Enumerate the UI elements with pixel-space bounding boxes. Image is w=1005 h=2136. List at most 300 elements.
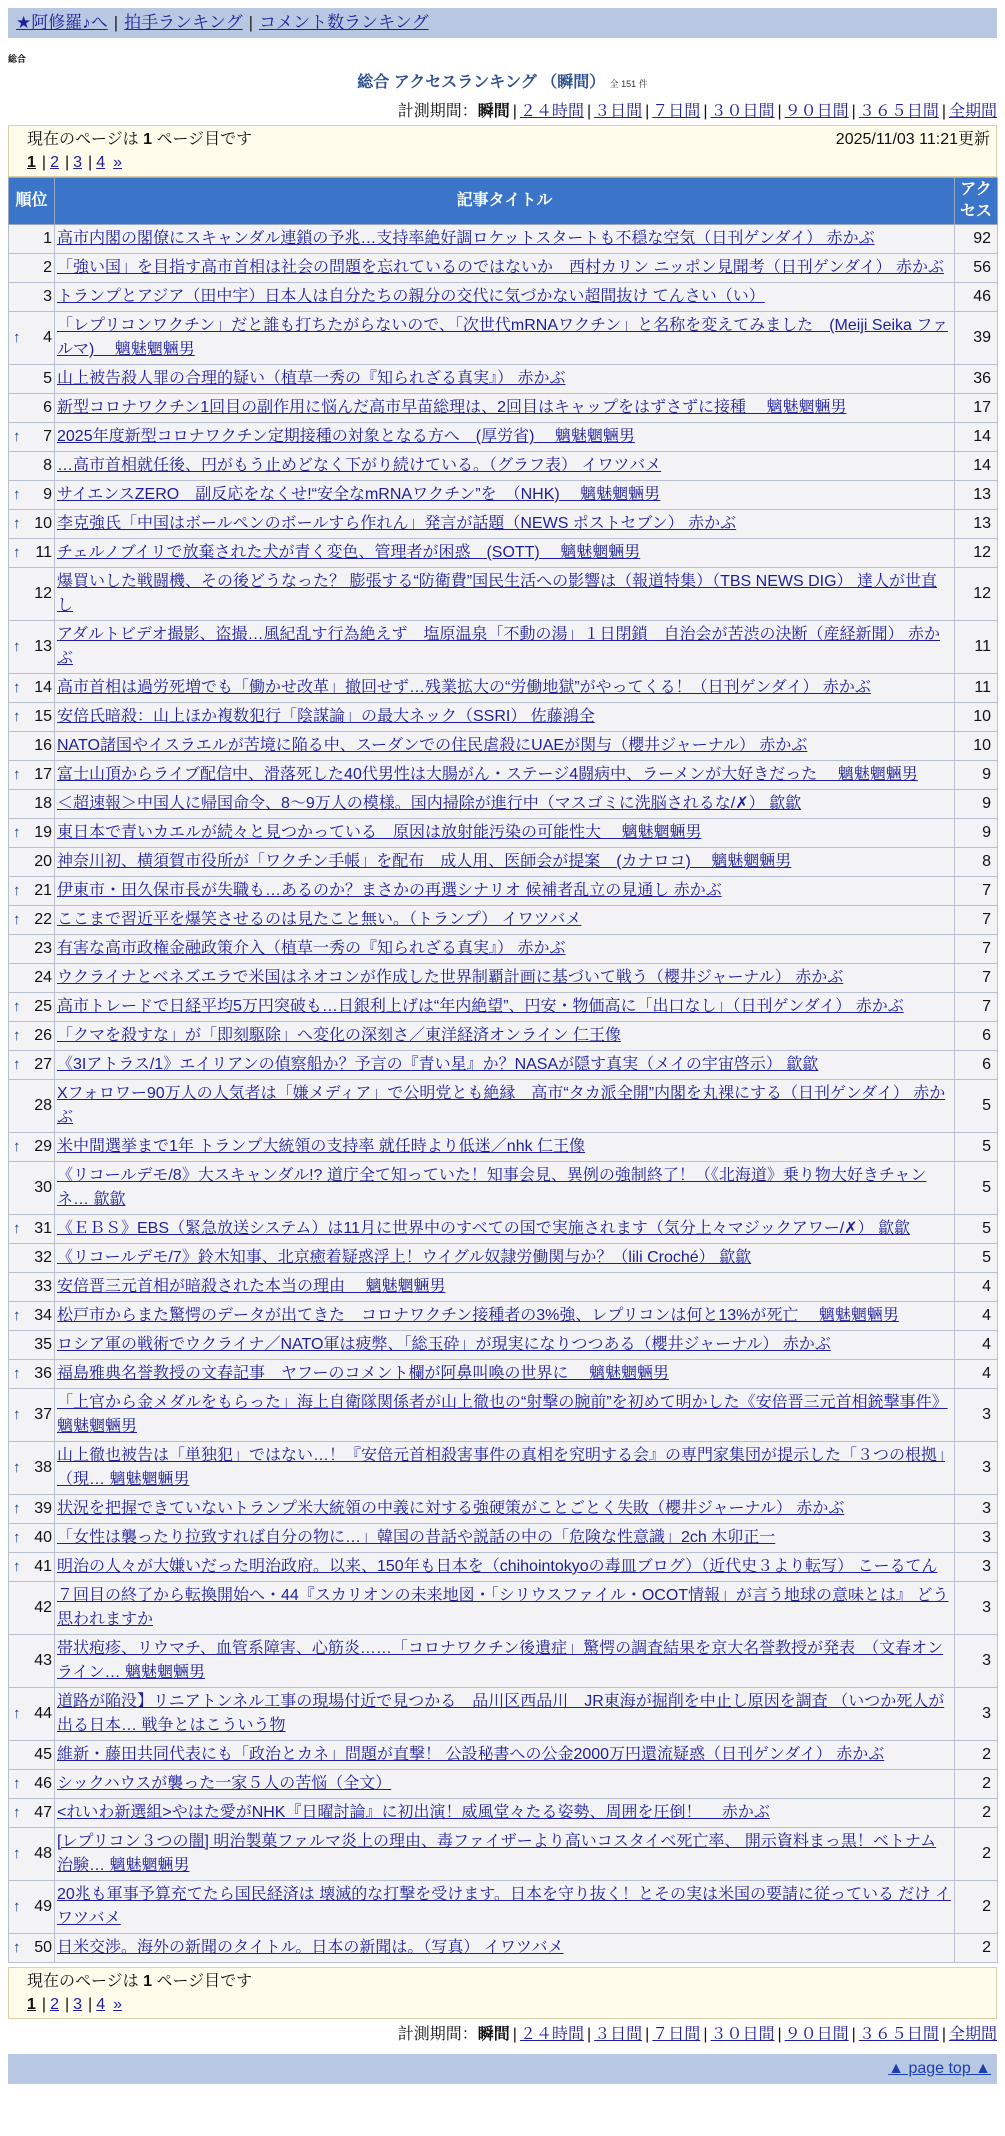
period-link[interactable]: ９０日間 bbox=[784, 2026, 849, 2043]
article-link[interactable]: ＜超速報＞中国人に帰国命令、8〜9万人の模様。国内掃除が進行中（マスゴミに洗脳されるな/✗） 歙歙 bbox=[57, 795, 802, 812]
rank-cell bbox=[9, 365, 55, 394]
article-link[interactable]: 《リコールデモ/8》大スキャンダル!? 道庁全て知っていた！知事会見、異例の強制終了！（《北海道》乗り物大好きチャンネ… 歙歙 bbox=[57, 1167, 927, 1208]
rank-cell bbox=[9, 1051, 55, 1080]
article-link[interactable]: [レプリコン３つの闇] 明治製菓ファルマ炎上の理由、毒ファイザーより高いコスタイベ死亡率、 開示資料まっ黒！ベトナム治験… 魑魅魍魎男 bbox=[57, 1833, 937, 1874]
access-count: 8 bbox=[955, 848, 998, 877]
period-link[interactable]: ９０日間 bbox=[784, 103, 849, 120]
current-page-number: 1 bbox=[143, 131, 153, 148]
rank-number: 46 bbox=[34, 1775, 52, 1792]
page-links bbox=[27, 1993, 996, 2016]
rank-cell bbox=[9, 1553, 55, 1582]
article-link[interactable]: 「強い国」を目指す高市首相は社会の問題を忘れているのではないか 西村カリン ニッポン見聞考（日刊ゲンダイ） 赤かぶ bbox=[57, 259, 944, 276]
next-page-link[interactable]: » bbox=[113, 154, 122, 171]
title-cell bbox=[55, 1881, 955, 1934]
rank-cell bbox=[9, 452, 55, 481]
up-arrow-icon: ↑ bbox=[13, 1845, 21, 1862]
rank-cell bbox=[9, 1799, 55, 1828]
period-link[interactable]: ７日間 bbox=[652, 2026, 701, 2043]
table-row bbox=[9, 1215, 998, 1244]
up-arrow-icon: ↑ bbox=[13, 708, 21, 725]
table-row bbox=[9, 819, 998, 848]
period-label: 計測期間： bbox=[397, 103, 478, 120]
period-link[interactable]: ３日間 bbox=[594, 103, 643, 120]
rank-cell bbox=[9, 1582, 55, 1635]
article-link[interactable]: 「クマを殺すな」が「即刻駆除」へ変化の深刻さ／東洋経済オンライン 仁王像 bbox=[57, 1027, 621, 1044]
page-link[interactable]: 4 bbox=[96, 154, 106, 171]
rank-number: 12 bbox=[34, 585, 52, 602]
article-link[interactable]: 山上徹也被告は「単独犯」ではない…！『安倍元首相殺害事件の真相を究明する会』の専門家集団が提示した「３つの根拠」（現… 魑魅魍魎男 bbox=[57, 1447, 946, 1488]
clap-ranking-link[interactable]: 拍手ランキング bbox=[124, 13, 243, 32]
article-link[interactable]: 安倍晋三元首相が暗殺された本当の理由 魑魅魍魎男 bbox=[57, 1278, 446, 1295]
title-cell bbox=[55, 1582, 955, 1635]
access-count: 11 bbox=[955, 674, 998, 703]
table-row bbox=[9, 394, 998, 423]
rank-number: 9 bbox=[43, 486, 52, 503]
title-cell bbox=[55, 312, 955, 365]
page-title bbox=[0, 69, 1005, 92]
period-separator: | bbox=[586, 103, 592, 120]
pager-bottom bbox=[8, 1967, 997, 2019]
period-separator: | bbox=[777, 103, 782, 120]
period-link[interactable]: ３０日間 bbox=[710, 103, 775, 120]
access-count: 36 bbox=[955, 365, 998, 394]
access-count: 5 bbox=[955, 1162, 998, 1215]
period-separator: | bbox=[645, 2026, 650, 2043]
article-link[interactable]: 20兆も軍事予算充てたら国民経済は 壊滅的な打撃を受けます。日本を守り抜く！とその実は米国の要請に従っている だけ イワツバメ bbox=[57, 1886, 951, 1927]
up-arrow-icon: ↑ bbox=[13, 486, 21, 503]
rank-cell bbox=[9, 254, 55, 283]
table-row bbox=[9, 510, 998, 539]
article-link[interactable]: 状況を把握できていないトランプ米大統領の中義に対する強硬策がことごとく失敗（櫻井ジャーナル） 赤かぶ bbox=[57, 1500, 845, 1517]
rank-cell bbox=[9, 1162, 55, 1215]
home-link[interactable]: ★阿修羅♪へ bbox=[16, 13, 108, 32]
access-count: 2 bbox=[955, 1881, 998, 1934]
current-page-post: ページ目です bbox=[152, 1973, 253, 1990]
access-count: 5 bbox=[955, 1133, 998, 1162]
title-header: 記事タイトル bbox=[55, 178, 955, 225]
table-row bbox=[9, 1524, 998, 1553]
article-link[interactable]: 山上被告殺人罪の合理的疑い（植草一秀の『知られざる真実』） 赤かぶ bbox=[57, 370, 566, 387]
rank-cell bbox=[9, 1495, 55, 1524]
rank-cell bbox=[9, 1273, 55, 1302]
period-current: 瞬間 bbox=[477, 103, 510, 120]
article-link[interactable]: ロシア軍の戦術でウクライナ／NATO軍は疲弊、「総玉砕」が現実になりつつある（櫻井ジャーナル） 赤かぶ bbox=[57, 1336, 831, 1353]
article-link[interactable]: 「女性は襲ったり拉致すれば自分の物に…」韓国の昔話や説話の中の「危険な性意識」2ch 木卯正一 bbox=[57, 1529, 776, 1546]
article-link[interactable]: 富士山頂からライブ配信中、滑落死した40代男性は大腸がん・ステージ4闘病中、ラーメンが大好きだった 魑魅魍魎男 bbox=[57, 766, 918, 783]
period-link[interactable]: ３６５日間 bbox=[858, 2026, 939, 2043]
access-count: 7 bbox=[955, 964, 998, 993]
article-link[interactable]: チェルノブイリで放棄された犬が青く変色、管理者が困惑 (SOTT) 魑魅魍魎男 bbox=[57, 544, 641, 561]
article-link[interactable]: Xフォロワー90万人の人気者は「嫌メディア」で公明党とも絶縁 高市“タカ派全開”内閣を丸裸にする（日刊ゲンダイ） 赤かぶ bbox=[57, 1085, 946, 1126]
access-count: 7 bbox=[955, 906, 998, 935]
page-separator: | bbox=[64, 154, 70, 171]
rank-cell bbox=[9, 283, 55, 312]
nav-separator: | bbox=[113, 13, 119, 32]
table-row bbox=[9, 732, 998, 761]
article-link[interactable]: …高市首相就任後、円がもう止めどなく下がり続けている。（グラフ表） イワツバメ bbox=[57, 457, 662, 474]
title-cell bbox=[55, 1331, 955, 1360]
article-link[interactable]: 伊東市・田久保市長が失職も…あるのか？まさかの再選シナリオ 候補者乱立の見通し 赤かぶ bbox=[57, 882, 722, 899]
table-row bbox=[9, 1133, 998, 1162]
rank-number: 23 bbox=[34, 940, 52, 957]
period-separator: | bbox=[586, 2026, 592, 2043]
article-link[interactable]: シックハウスが襲った一家５人の苦悩（全文） bbox=[57, 1775, 392, 1792]
table-row bbox=[9, 848, 998, 877]
rank-number: 4 bbox=[43, 329, 52, 346]
access-count: 7 bbox=[955, 935, 998, 964]
period-current: 瞬間 bbox=[477, 2026, 510, 2043]
article-link[interactable]: 松戸市からまた驚愕のデータが出てきた コロナワクチン接種者の3%強、レプリコンは何と13%が死亡 魑魅魍魎男 bbox=[57, 1307, 899, 1324]
title-cell bbox=[55, 848, 955, 877]
rank-number: 18 bbox=[34, 795, 52, 812]
table-row bbox=[9, 1331, 998, 1360]
rank-number: 14 bbox=[34, 679, 52, 696]
period-link[interactable]: ２４時間 bbox=[519, 2026, 584, 2043]
rank-cell bbox=[9, 1244, 55, 1273]
article-link[interactable]: 高市内閣の閣僚にスキャンダル連鎖の予兆…支持率絶好調ロケットスタートも不穏な空気（日刊ゲンダイ） 赤かぶ bbox=[57, 230, 875, 247]
rank-number: 13 bbox=[34, 638, 52, 655]
table-row bbox=[9, 1051, 998, 1080]
access-count: 2 bbox=[955, 1799, 998, 1828]
article-link[interactable]: 「上官から金メダルをもらった」海上自衛隊関係者が山上徹也の“射撃の腕前”を初めて明かした《安倍晋三元首相銃撃事件》 魑魅魍魎男 bbox=[57, 1394, 948, 1435]
rank-number: 48 bbox=[34, 1845, 52, 1862]
up-arrow-icon: ↑ bbox=[13, 1459, 21, 1476]
access-count: 3 bbox=[955, 1495, 998, 1524]
rank-number: 40 bbox=[34, 1529, 52, 1546]
article-link[interactable]: NATO諸国やイスラエルが苦境に陥る中、スーダンでの住民虐殺にUAEが関与（櫻井ジャーナル） 赤かぶ bbox=[57, 737, 808, 754]
title-cell bbox=[55, 1828, 955, 1881]
up-arrow-icon: ↑ bbox=[13, 638, 21, 655]
table-row bbox=[9, 790, 998, 819]
up-arrow-icon: ↑ bbox=[13, 1027, 21, 1044]
rank-cell bbox=[9, 481, 55, 510]
current-page-text bbox=[27, 1970, 996, 1993]
article-link[interactable]: ここまで習近平を爆笑させるのは見たこと無い。（トランプ） イワツバメ bbox=[57, 911, 582, 928]
up-arrow-icon: ↑ bbox=[13, 544, 21, 561]
title-cell bbox=[55, 1495, 955, 1524]
title-cell bbox=[55, 423, 955, 452]
period-separator: | bbox=[941, 103, 946, 120]
updated-time: 2025/11/03 11:21更新 bbox=[835, 131, 990, 148]
article-link[interactable]: トランプとアジア（田中宇）日本人は自分たちの親分の交代に気づかない超間抜け てんさい（い） bbox=[57, 288, 765, 305]
article-link[interactable]: <れいわ新選組>やはた愛がNHK『日曜討論』に初出演！威風堂々たる姿勢、周囲を圧倒！ 赤かぶ bbox=[57, 1804, 770, 1821]
title-cell bbox=[55, 510, 955, 539]
rank-number: 43 bbox=[34, 1652, 52, 1669]
rank-number: 35 bbox=[34, 1336, 52, 1353]
article-link[interactable]: 李克強氏「中国はボールペンのボールすら作れん」発言が話題（NEWS ポストセブン） 赤かぶ bbox=[57, 515, 737, 532]
title-cell bbox=[55, 254, 955, 283]
rank-cell bbox=[9, 935, 55, 964]
rank-cell bbox=[9, 312, 55, 365]
page-top-link[interactable]: ▲ page top ▲ bbox=[888, 2060, 991, 2077]
rank-number: 36 bbox=[34, 1365, 52, 1382]
title-cell bbox=[55, 935, 955, 964]
period-link[interactable]: 全期間 bbox=[948, 2026, 997, 2043]
rank-cell bbox=[9, 906, 55, 935]
article-link[interactable]: 新型コロナワクチン1回目の副作用に悩んだ高市早苗総理は、2回目はキャップをはずさずに接種 魑魅魍魎男 bbox=[57, 399, 847, 416]
rank-cell bbox=[9, 225, 55, 254]
rank-number: 16 bbox=[34, 737, 52, 754]
access-count: 4 bbox=[955, 1302, 998, 1331]
title-cell bbox=[55, 703, 955, 732]
article-link[interactable]: 有害な高市政権金融政策介入（植草一秀の『知られざる真実』） 赤かぶ bbox=[57, 940, 566, 957]
page-link[interactable]: 3 bbox=[73, 1996, 83, 2013]
table-header-row bbox=[9, 178, 998, 225]
article-link[interactable]: 「レプリコンワクチン」だと誰も打ちたがらないので、「次世代mRNAワクチン」と名称を変えてみました (Meiji Seika ファルマ) 魑魅魍魎男 bbox=[57, 317, 949, 358]
article-link[interactable]: 2025年度新型コロナワクチン定期接種の対象となる方へ (厚労省) 魑魅魍魎男 bbox=[57, 428, 635, 445]
rank-number: 45 bbox=[34, 1746, 52, 1763]
section-label: 総合 bbox=[8, 54, 27, 64]
title-cell bbox=[55, 1770, 955, 1799]
table-row bbox=[9, 1389, 998, 1442]
page-link[interactable]: 4 bbox=[96, 1996, 106, 2013]
article-link[interactable]: ７回目の終了から転換開始へ・44『スカリオンの未来地図・「シリウスファイル・OCOT情報」が言う地球の意味とは』 どう思われますか bbox=[57, 1587, 949, 1628]
page-separator: | bbox=[41, 1996, 47, 2013]
table-row bbox=[9, 1162, 998, 1215]
period-separator: | bbox=[703, 103, 708, 120]
title-cell bbox=[55, 906, 955, 935]
up-arrow-icon: ↑ bbox=[13, 1406, 21, 1423]
rank-number: 5 bbox=[43, 370, 52, 387]
access-count: 2 bbox=[955, 1770, 998, 1799]
access-count: 9 bbox=[955, 761, 998, 790]
access-count: 9 bbox=[955, 790, 998, 819]
article-link[interactable]: 日米交渉。海外の新聞のタイトル。日本の新聞は。（写真） イワツバメ bbox=[57, 1939, 564, 1956]
access-count: 56 bbox=[955, 254, 998, 283]
article-link[interactable]: 維新・藤田共同代表にも「政治とカネ」問題が直撃！ 公設秘書への公金2000万円還流疑惑（日刊ゲンダイ） 赤かぶ bbox=[57, 1746, 885, 1763]
rank-number: 1 bbox=[43, 230, 52, 247]
period-link[interactable]: ７日間 bbox=[652, 103, 701, 120]
table-row bbox=[9, 1741, 998, 1770]
article-link[interactable]: 高市首相は過労死増でも「働かせ改革」撤回せず…残業拡大の“労働地獄”がやってくる！（日刊ゲンダイ） 赤かぶ bbox=[57, 679, 871, 696]
table-row bbox=[9, 283, 998, 312]
title-cell bbox=[55, 1524, 955, 1553]
page-separator: | bbox=[41, 154, 47, 171]
access-count: 39 bbox=[955, 312, 998, 365]
access-count: 14 bbox=[955, 452, 998, 481]
table-row bbox=[9, 1495, 998, 1524]
rank-cell bbox=[9, 1828, 55, 1881]
table-row bbox=[9, 621, 998, 674]
table-row bbox=[9, 225, 998, 254]
page-current: 1 bbox=[27, 154, 36, 171]
table-row bbox=[9, 568, 998, 621]
table-row bbox=[9, 1799, 998, 1828]
title-cell bbox=[55, 1302, 955, 1331]
table-row bbox=[9, 906, 998, 935]
rank-cell bbox=[9, 761, 55, 790]
up-arrow-icon: ↑ bbox=[13, 911, 21, 928]
rank-number: 26 bbox=[34, 1027, 52, 1044]
article-link[interactable]: 帯状疱疹、リウマチ、血管系障害、心筋炎……「コロナワクチン後遺症」驚愕の調査結果を京大名誉教授が発表 （文春オンライン… 魑魅魍魎男 bbox=[57, 1640, 944, 1681]
rank-number: 39 bbox=[34, 1500, 52, 1517]
rank-cell bbox=[9, 1524, 55, 1553]
rank-number: 28 bbox=[34, 1097, 52, 1114]
rank-cell bbox=[9, 1741, 55, 1770]
article-link[interactable]: 高市トレードで日経平均5万円突破も…日銀利上げは“年内絶望”、円安・物価高に「出口なし」（日刊ゲンダイ） 赤かぶ bbox=[57, 998, 904, 1015]
up-arrow-icon: ↑ bbox=[13, 1558, 21, 1575]
title-cell bbox=[55, 1389, 955, 1442]
period-label: 計測期間： bbox=[397, 2026, 478, 2043]
rank-number: 15 bbox=[34, 708, 52, 725]
table-row bbox=[9, 1360, 998, 1389]
rank-cell bbox=[9, 394, 55, 423]
period-link[interactable]: 全期間 bbox=[948, 103, 997, 120]
rank-cell bbox=[9, 1360, 55, 1389]
page-link[interactable]: 2 bbox=[50, 154, 59, 171]
access-count: 3 bbox=[955, 1582, 998, 1635]
up-arrow-icon: ↑ bbox=[13, 1939, 21, 1956]
table-row bbox=[9, 1273, 998, 1302]
up-arrow-icon: ↑ bbox=[13, 766, 21, 783]
access-count: 17 bbox=[955, 394, 998, 423]
table-row bbox=[9, 1302, 998, 1331]
article-link[interactable]: 東日本で青いカエルが続々と見つかっている 原因は放射能汚染の可能性大 魑魅魍魎男 bbox=[57, 824, 702, 841]
period-separator: | bbox=[851, 103, 856, 120]
article-link[interactable]: アダルトビデオ撮影、盗撮…風紀乱す行為絶えず 塩原温泉「不動の湯」１日閉鎖 自治会が苦渋の決断（産経新聞） 赤かぶ bbox=[57, 626, 941, 667]
article-link[interactable]: ウクライナとベネズエラで米国はネオコンが作成した世界制覇計画に基づいて戦う（櫻井ジャーナル） 赤かぶ bbox=[57, 969, 844, 986]
up-arrow-icon: ↑ bbox=[13, 1307, 21, 1324]
up-arrow-icon: ↑ bbox=[13, 1705, 21, 1722]
comment-ranking-link[interactable]: コメント数ランキング bbox=[259, 13, 429, 32]
title-cell bbox=[55, 819, 955, 848]
rank-cell bbox=[9, 1022, 55, 1051]
up-arrow-icon: ↑ bbox=[13, 1500, 21, 1517]
access-count: 12 bbox=[955, 539, 998, 568]
access-count: 6 bbox=[955, 1051, 998, 1080]
period-link[interactable]: ３日間 bbox=[594, 2026, 643, 2043]
title-cell bbox=[55, 1273, 955, 1302]
access-count: 3 bbox=[955, 1553, 998, 1582]
access-count: 3 bbox=[955, 1635, 998, 1688]
table-row bbox=[9, 1080, 998, 1133]
table-row bbox=[9, 1934, 998, 1963]
table-row bbox=[9, 935, 998, 964]
table-row bbox=[9, 674, 998, 703]
rank-number: 3 bbox=[43, 288, 52, 305]
title-cell bbox=[55, 964, 955, 993]
rank-cell bbox=[9, 703, 55, 732]
article-link[interactable]: 神奈川初、横須賀市役所が「ワクチン手帳」を配布 成人用、医師会が提案 (カナロコ) 魑魅魍魎男 bbox=[57, 853, 792, 870]
article-link[interactable]: 《リコールデモ/7》鈴木知事、北京癒着疑惑浮上！ウイグル奴隷労働関与か？（lili Croché） 歙歙 bbox=[57, 1249, 752, 1266]
rank-cell bbox=[9, 1934, 55, 1963]
period-link[interactable]: ２４時間 bbox=[519, 103, 584, 120]
rank-number: 11 bbox=[35, 544, 52, 561]
access-count: 5 bbox=[955, 1080, 998, 1133]
current-page-pre: 現在のページは bbox=[27, 131, 144, 148]
period-separator: | bbox=[512, 2026, 517, 2043]
access-count: 2 bbox=[955, 1828, 998, 1881]
up-arrow-icon: ↑ bbox=[13, 998, 21, 1015]
next-page-link[interactable]: » bbox=[113, 1996, 122, 2013]
up-arrow-icon: ↑ bbox=[13, 1138, 21, 1155]
title-cell bbox=[55, 1051, 955, 1080]
rank-number: 49 bbox=[34, 1898, 52, 1915]
rank-cell bbox=[9, 1442, 55, 1495]
page-link[interactable]: 2 bbox=[50, 1996, 59, 2013]
rank-number: 41 bbox=[34, 1558, 52, 1575]
access-count: 13 bbox=[955, 481, 998, 510]
access-count: 6 bbox=[955, 1022, 998, 1051]
title-cell bbox=[55, 621, 955, 674]
article-link[interactable]: 《ＥＢＳ》EBS（緊急放送システム）は11月に世界中のすべての国で実施されます（気分上々マジックアワー/✗） 歙歙 bbox=[57, 1220, 911, 1237]
title-cell bbox=[55, 452, 955, 481]
period-separator: | bbox=[777, 2026, 782, 2043]
up-arrow-icon: ↑ bbox=[13, 1220, 21, 1237]
rank-number: 24 bbox=[34, 969, 52, 986]
article-link[interactable]: 米中間選挙まで1年 トランプ大統領の支持率 就任時より低迷／nhk 仁王像 bbox=[57, 1138, 586, 1155]
up-arrow-icon: ↑ bbox=[13, 428, 21, 445]
ranking-table bbox=[8, 177, 998, 1963]
access-count: 4 bbox=[955, 1273, 998, 1302]
title-cell bbox=[55, 1635, 955, 1688]
up-arrow-icon: ↑ bbox=[13, 1775, 21, 1792]
rank-number: 21 bbox=[34, 882, 52, 899]
table-row bbox=[9, 254, 998, 283]
article-link[interactable]: 明治の人々が大嫌いだった明治政府。以来、150年も日本を（chihointokyoの毒皿ブログ）（近代史３より転写） こーるてん bbox=[57, 1558, 938, 1575]
rank-number: 27 bbox=[34, 1056, 52, 1073]
rank-number: 30 bbox=[34, 1179, 52, 1196]
period-link[interactable]: ３０日間 bbox=[710, 2026, 775, 2043]
access-count: 3 bbox=[955, 1442, 998, 1495]
title-cell bbox=[55, 1080, 955, 1133]
article-link[interactable]: 道路が陥没】リニアトンネル工事の現場付近で見つかる 品川区西品川 JR東海が掘削を中止し原因を調査 （いつか死人が出る日本… 戦争とはこういう物 bbox=[57, 1693, 945, 1734]
rank-cell bbox=[9, 790, 55, 819]
table-row bbox=[9, 964, 998, 993]
access-count: 7 bbox=[955, 877, 998, 906]
page-links bbox=[27, 151, 996, 174]
table-row bbox=[9, 1244, 998, 1273]
period-link[interactable]: ３６５日間 bbox=[858, 103, 939, 120]
ranking-title: 総合 アクセスランキング （瞬間） bbox=[357, 74, 606, 91]
rank-cell bbox=[9, 568, 55, 621]
article-link[interactable]: 爆買いした戦闘機、その後どうなった？ 膨張する“防衛費”国民生活への影響は（報道特集）（TBS NEWS DIG） 達人が世直し bbox=[57, 573, 938, 614]
title-cell bbox=[55, 1688, 955, 1741]
rank-number: 6 bbox=[43, 399, 52, 416]
up-arrow-icon: ↑ bbox=[13, 1056, 21, 1073]
article-link[interactable]: 《3Iアトラス/1》エイリアンの偵察船か？予言の『青い星』か？NASAが隠す真実（メイの宇宙啓示） 歙歙 bbox=[57, 1056, 819, 1073]
page-link[interactable]: 3 bbox=[73, 154, 83, 171]
table-row bbox=[9, 1770, 998, 1799]
title-cell bbox=[55, 1133, 955, 1162]
up-arrow-icon: ↑ bbox=[13, 1365, 21, 1382]
table-row bbox=[9, 1442, 998, 1495]
rank-cell bbox=[9, 539, 55, 568]
rank-number: 37 bbox=[34, 1406, 52, 1423]
rank-cell bbox=[9, 964, 55, 993]
title-cell bbox=[55, 877, 955, 906]
article-link[interactable]: 安倍氏暗殺：山上ほか複数犯行「陰謀論」の最大ネック（SSRI） 佐藤鴻全 bbox=[57, 708, 595, 725]
rank-cell bbox=[9, 848, 55, 877]
title-cell bbox=[55, 283, 955, 312]
table-row bbox=[9, 312, 998, 365]
current-page-pre: 現在のページは bbox=[27, 1973, 144, 1990]
rank-number: 20 bbox=[34, 853, 52, 870]
rank-number: 10 bbox=[34, 515, 52, 532]
title-cell bbox=[55, 1022, 955, 1051]
up-arrow-icon: ↑ bbox=[13, 1804, 21, 1821]
table-row bbox=[9, 993, 998, 1022]
up-arrow-icon: ↑ bbox=[13, 679, 21, 696]
rank-number: 17 bbox=[34, 766, 52, 783]
page-separator: | bbox=[64, 1996, 70, 2013]
table-row bbox=[9, 1881, 998, 1934]
article-link[interactable]: 福島雅典名誉教授の文春記事 ヤフーのコメント欄が阿鼻叫喚の世界に 魑魅魍魎男 bbox=[57, 1365, 669, 1382]
current-page-number: 1 bbox=[143, 1973, 153, 1990]
period-separator: | bbox=[851, 2026, 856, 2043]
article-link[interactable]: サイエンスZERO 副反応をなくせ!“安全なmRNAワクチン”を （NHK) 魑魅魍魎男 bbox=[57, 486, 661, 503]
title-cell bbox=[55, 1553, 955, 1582]
